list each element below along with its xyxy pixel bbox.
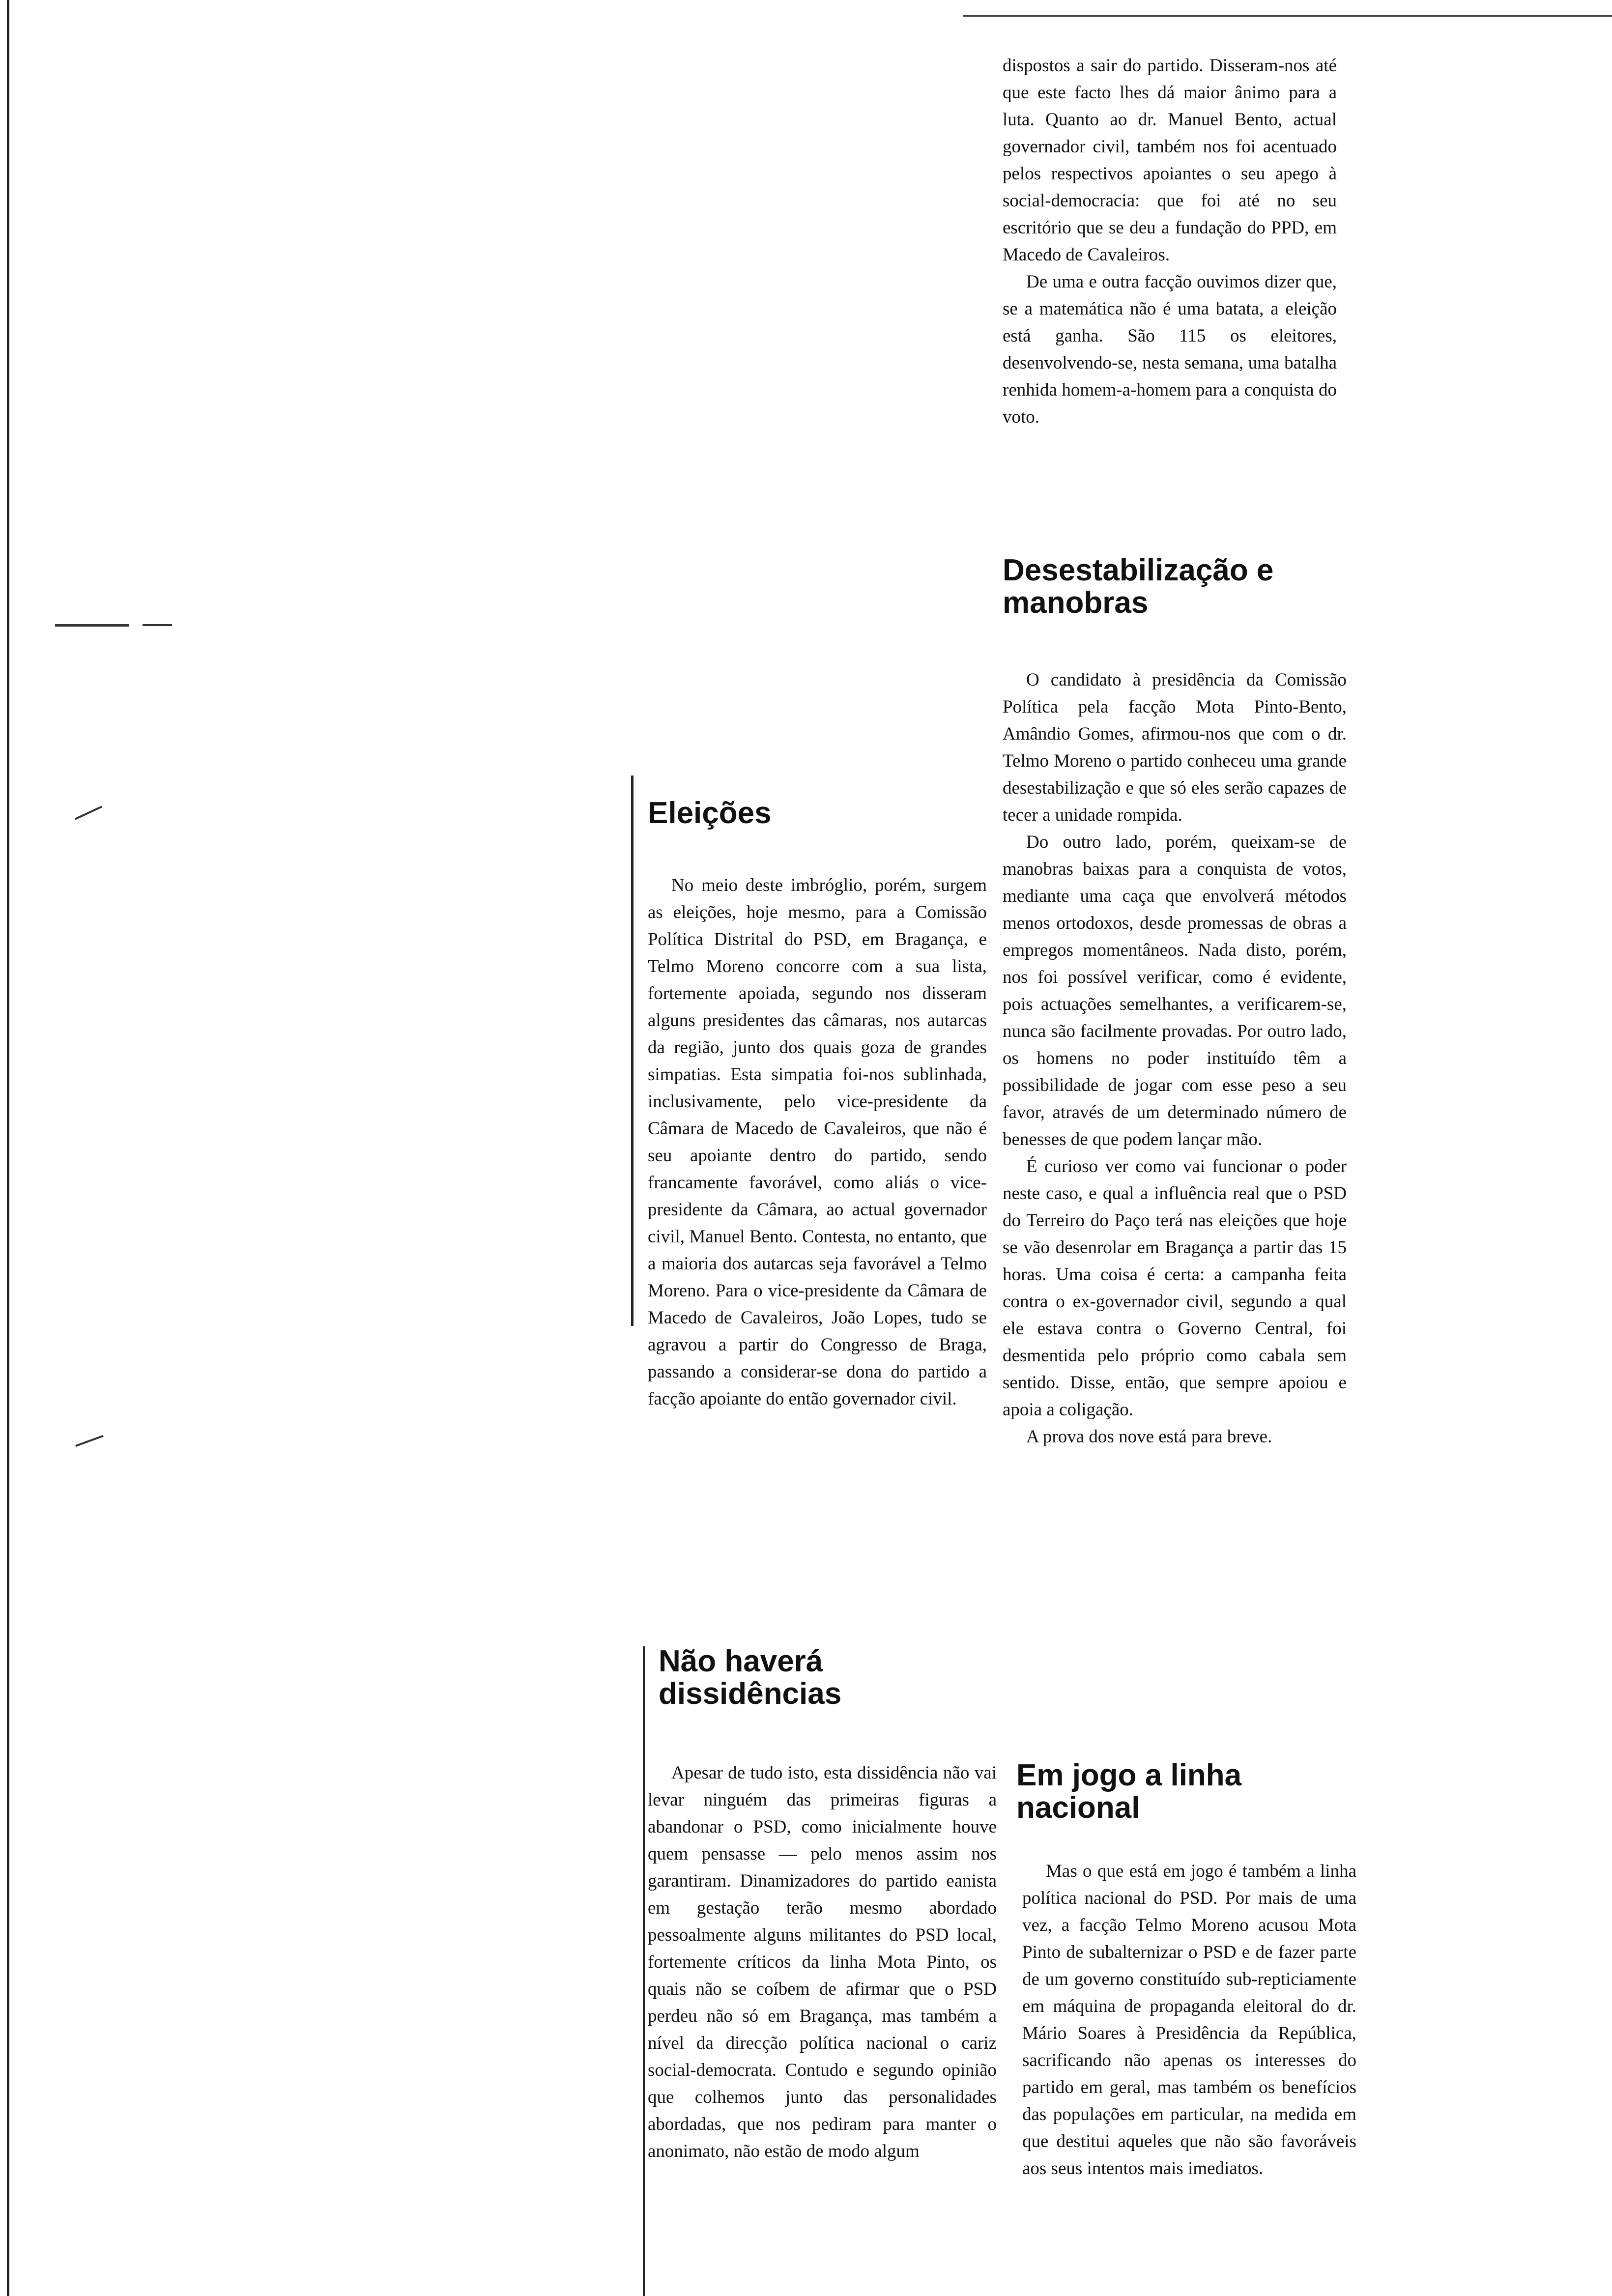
paragraph: dispostos a sair do partido. Disseram-nos até que este facto lhes dá maior ânimo para a luta. Quanto ao dr. Manuel Bento, actual governador civil, também nos foi acentuado pelos respectivos apoiantes o seu apego à social-democracia: que foi até no seu escritório que se deu a fundação do PPD, em Macedo de Cavaleiros. [1003,56,1337,265]
article-column-right-top [1003,52,1337,430]
section-heading-em-jogo: Em jogo a linha nacional [1016,1758,1242,1825]
left-border-line [7,0,9,2296]
paragraph: Do outro lado, porém, queixam-se de manobras baixas para a conquista de votos, mediante uma caça que envolverá métodos menos ortodoxos, desde promessas de obras a empregos momentâneos. Nada disto, porém, nos foi possível verificar, como é evidente, pois actuações semelhantes, a verificarem-se, nunca são facilmente provadas. Por outro lado, os homens no poder instituído têm a possibilidade de jogar com esse peso a seu favor, através de um determinado número de benesses de que podem lançar mão. [1003,832,1347,1149]
column-divider-line [643,1646,645,2296]
section-heading-nao-havera: Não haverá dissidências [659,1644,842,1711]
paragraph: No meio deste imbróglio, porém, surgem as eleições, hoje mesmo, para a Comissão Política Distrital do PSD, em Bragança, e Telmo Moreno concorre com a sua lista, fortemente apoiada, segundo nos disseram alguns presidentes das câmaras, nos autarcas da região, junto dos quais goza de grandes simpatias. Esta simpatia foi-nos sublinhada, inclusivamente, pelo vice-presidente da Câmara de Macedo de Cavaleiros, que não é seu apoiante dentro do partido, sendo francamente favorável, como aliás o vice-presidente da Câmara, ao actual governador civil, Manuel Bento. Contesta, no entanto, que a maioria dos autarcas seja favorável a Telmo Moreno. Para o vice-presidente da Câmara de Macedo de Cavaleiros, João Lopes, tudo se agravou a partir do Congresso de Braga, passando a considerar-se dona do partido a facção apoiante do então governador civil. [648,875,987,1409]
column-divider-line [631,775,633,1326]
section-heading-desestabilizacao: Desestabilização e manobras [1003,553,1274,620]
top-border-line [963,15,1612,17]
paragraph: De uma e outra facção ouvimos dizer que, se a matemática não é uma batata, a eleição está ganha. São 115 os eleitores, desenvolvendo-se, nesta semana, uma batalha renhida homem-a-homem para a conquista do voto. [1003,272,1337,427]
article-column-right-middle [1003,666,1347,1450]
paragraph: A prova dos nove está para breve. [1026,1427,1272,1447]
paragraph: É curioso ver como vai funcionar o poder neste caso, e qual a influência real que o PSD do Terreiro do Paço terá nas eleições que hoje se vão desenrolar em Bragança a partir das 15 horas. Uma coisa é certa: a campanha feita contra o ex-governador civil, segundo a qual ele estava contra o Governo Central, foi desmentida pelo próprio como cabala sem sentido. Disse, então, que sempre apoiou e apoia a coligação. [1003,1156,1347,1420]
paragraph: Mas o que está em jogo é também a linha política nacional do PSD. Por mais de uma vez, a facção Telmo Moreno acusou Mota Pinto de subalternizar o PSD e de fazer parte de um governo constituído sub-repticiamente em máquina de propaganda eleitoral do dr. Mário Soares à Presidência da República, sacrificando não apenas os interesses do partido em geral, mas também os benefícios das populações em particular, na medida em que destitui aqueles que não são favoráveis aos seus intentos mais imediatos. [1022,1861,1356,2179]
scan-dash-mark [55,624,129,627]
paragraph: Apesar de tudo isto, esta dissidência não vai levar ninguém das primeiras figuras a abandonar o PSD, como inicialmente houve quem pensasse — pelo menos assim nos garantiram. Dinamizadores do partido eanista em gestação terão mesmo abordado pessoalmente alguns militantes do PSD local, fortemente críticos da linha Mota Pinto, os quais não se coíbem de afirmar que o PSD perdeu não só em Bragança, mas também a nível da direcção política nacional o cariz social-democrata. Contudo e segundo opinião que colhemos junto das personalidades abordadas, que nos pediram para manter o anonimato, não estão de modo algum [648,1763,997,2161]
paragraph: O candidato à presidência da Comissão Política pela facção Mota Pinto-Bento, Amândio Gomes, afirmou-nos que com o dr. Telmo Moreno o partido conheceu uma grande desestabilização e que só eles serão capazes de tecer a unidade rompida. [1003,670,1347,825]
scan-dash-mark [143,624,172,626]
article-column-left-top [648,872,987,1412]
article-column-right-bottom [1022,1858,1356,2182]
section-heading-eleicoes: Eleições [648,796,772,830]
scan-curve-mark [75,1435,104,1447]
article-column-left-bottom [648,1759,997,2165]
scan-curve-mark [75,806,102,820]
